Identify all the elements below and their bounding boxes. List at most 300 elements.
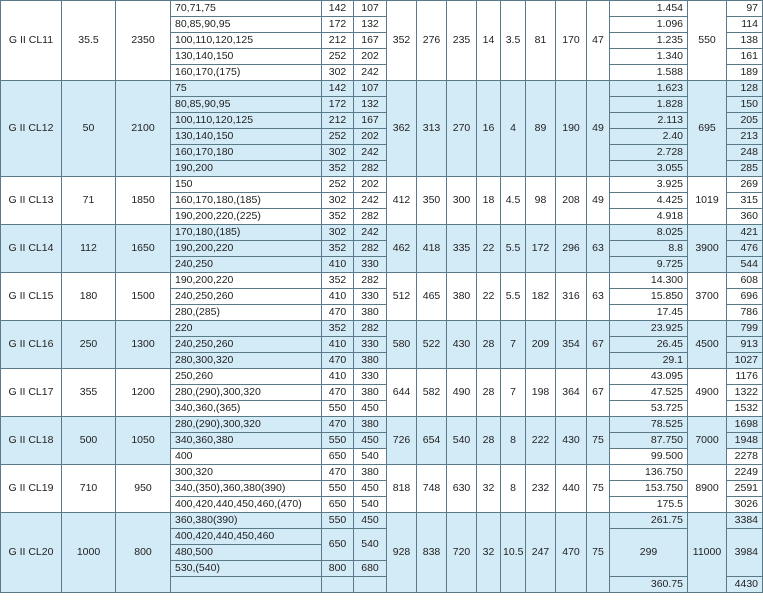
g-cell: 172 [526, 225, 556, 273]
l2-cell: 450 [354, 401, 387, 417]
d2-cell: 418 [417, 225, 447, 273]
bore-cell: 360,380(390) [171, 513, 322, 529]
d1-cell: 644 [387, 369, 417, 417]
inertia-cell: 2.113 [610, 113, 688, 129]
table-row [1, 273, 763, 289]
bore-cell: 70,71,75 [171, 1, 322, 17]
weight-cell: 248 [727, 145, 763, 161]
l2-cell: 242 [354, 65, 387, 81]
inertia-cell: 360.75 [610, 577, 688, 593]
m-cell: 550 [688, 1, 727, 81]
l2-cell: 107 [354, 81, 387, 97]
inertia-cell: 43.095 [610, 369, 688, 385]
inertia-cell: 2.40 [610, 129, 688, 145]
inertia-cell: 153.750 [610, 481, 688, 497]
l2-cell: 540 [354, 497, 387, 513]
l1-cell: 550 [322, 401, 354, 417]
weight-cell: 161 [727, 49, 763, 65]
d2-cell: 276 [417, 1, 447, 81]
d1-cell: 818 [387, 465, 417, 513]
bore-cell: 240,250,260 [171, 337, 322, 353]
l2-cell: 167 [354, 33, 387, 49]
k-cell: 49 [587, 177, 610, 225]
l1-cell: 172 [322, 17, 354, 33]
l1-cell: 410 [322, 369, 354, 385]
l1-cell: 252 [322, 129, 354, 145]
inertia-cell: 47.525 [610, 385, 688, 401]
weight-cell: 608 [727, 273, 763, 289]
l1-cell: 302 [322, 65, 354, 81]
e-cell: 18 [477, 177, 501, 225]
weight-cell: 799 [727, 321, 763, 337]
l2-cell: 380 [354, 305, 387, 321]
d1-cell: 928 [387, 513, 417, 593]
table-row [1, 225, 763, 241]
e-cell: 28 [477, 417, 501, 465]
d3-cell: 540 [447, 417, 477, 465]
g-cell: 81 [526, 1, 556, 81]
bore-cell: 130,140,150 [171, 49, 322, 65]
torque-cell: 112 [62, 225, 116, 273]
inertia-cell: 3.055 [610, 161, 688, 177]
group-cl12 [1, 81, 763, 177]
inertia-cell: 53.725 [610, 401, 688, 417]
bore-cell: 240,250 [171, 257, 322, 273]
d3-cell: 270 [447, 81, 477, 177]
k-cell: 75 [587, 417, 610, 465]
group-cl16 [1, 321, 763, 369]
d2-cell: 522 [417, 321, 447, 369]
k-cell: 67 [587, 369, 610, 417]
bore-cell: 75 [171, 81, 322, 97]
e-cell: 22 [477, 273, 501, 321]
l2-cell: 242 [354, 193, 387, 209]
k-cell: 63 [587, 273, 610, 321]
weight-cell: 205 [727, 113, 763, 129]
bore-cell: 530,(540) [171, 561, 322, 577]
d3-cell: 380 [447, 273, 477, 321]
d3-cell: 300 [447, 177, 477, 225]
inertia-cell: 99.500 [610, 449, 688, 465]
l1-cell: 650 [322, 449, 354, 465]
torque-cell: 35.5 [62, 1, 116, 81]
l2-cell: 380 [354, 353, 387, 369]
h-cell: 364 [556, 369, 587, 417]
speed-cell: 1050 [116, 417, 171, 465]
bore-cell: 80,85,90,95 [171, 17, 322, 33]
model-cell: G II CL18 [1, 417, 62, 465]
h-cell: 430 [556, 417, 587, 465]
inertia-cell: 29.1 [610, 353, 688, 369]
weight-cell: 213 [727, 129, 763, 145]
inertia-cell: 15.850 [610, 289, 688, 305]
h-cell: 440 [556, 465, 587, 513]
weight-cell: 360 [727, 209, 763, 225]
m-cell: 1019 [688, 177, 727, 225]
inertia-cell: 1.096 [610, 17, 688, 33]
d1-cell: 362 [387, 81, 417, 177]
l1-cell: 410 [322, 337, 354, 353]
g-cell: 182 [526, 273, 556, 321]
inertia-cell: 1.454 [610, 1, 688, 17]
inertia-cell: 261.75 [610, 513, 688, 529]
table-row [1, 177, 763, 193]
e-cell: 32 [477, 513, 501, 593]
l1-cell: 212 [322, 33, 354, 49]
model-cell: G II CL20 [1, 513, 62, 593]
speed-cell: 1650 [116, 225, 171, 273]
l2-cell: 330 [354, 337, 387, 353]
bore-cell: 160,170,(175) [171, 65, 322, 81]
weight-cell: 786 [727, 305, 763, 321]
d1-cell: 726 [387, 417, 417, 465]
table-row [1, 1, 763, 17]
f-cell: 5.5 [501, 273, 526, 321]
bore-cell: 160,170,180 [171, 145, 322, 161]
f-cell: 5.5 [501, 225, 526, 273]
l2-cell: 540 [354, 529, 387, 561]
bore-cell: 150 [171, 177, 322, 193]
l1-cell: 142 [322, 1, 354, 17]
bore-cell [171, 577, 322, 593]
l2-cell: 282 [354, 161, 387, 177]
speed-cell: 950 [116, 465, 171, 513]
bore-cell: 80,85,90,95 [171, 97, 322, 113]
weight-cell: 2249 [727, 465, 763, 481]
l1-cell: 302 [322, 145, 354, 161]
l2-cell [354, 577, 387, 593]
bore-cell: 220 [171, 321, 322, 337]
l1-cell: 410 [322, 257, 354, 273]
e-cell: 28 [477, 321, 501, 369]
d1-cell: 580 [387, 321, 417, 369]
f-cell: 3.5 [501, 1, 526, 81]
inertia-cell: 1.235 [610, 33, 688, 49]
weight-cell: 150 [727, 97, 763, 113]
bore-cell: 190,200,220,(225) [171, 209, 322, 225]
weight-cell: 4430 [727, 577, 763, 593]
l2-cell: 132 [354, 97, 387, 113]
l2-cell: 380 [354, 417, 387, 433]
d1-cell: 512 [387, 273, 417, 321]
weight-cell: 114 [727, 17, 763, 33]
weight-cell: 1322 [727, 385, 763, 401]
l2-cell: 330 [354, 289, 387, 305]
weight-cell: 476 [727, 241, 763, 257]
weight-cell: 1532 [727, 401, 763, 417]
table-row [1, 321, 763, 337]
d2-cell: 654 [417, 417, 447, 465]
weight-cell: 3026 [727, 497, 763, 513]
d2-cell: 838 [417, 513, 447, 593]
m-cell: 8900 [688, 465, 727, 513]
e-cell: 16 [477, 81, 501, 177]
bore-cell: 340,360,380 [171, 433, 322, 449]
h-cell: 316 [556, 273, 587, 321]
bore-cell: 190,200 [171, 161, 322, 177]
bore-cell: 340,360,(365) [171, 401, 322, 417]
l1-cell: 352 [322, 273, 354, 289]
table-row [1, 513, 763, 529]
l1-cell: 212 [322, 113, 354, 129]
inertia-cell: 1.588 [610, 65, 688, 81]
weight-cell: 269 [727, 177, 763, 193]
inertia-cell: 2.728 [610, 145, 688, 161]
k-cell: 67 [587, 321, 610, 369]
f-cell: 7 [501, 369, 526, 417]
d3-cell: 235 [447, 1, 477, 81]
k-cell: 47 [587, 1, 610, 81]
l2-cell: 680 [354, 561, 387, 577]
weight-cell: 3984 [727, 529, 763, 577]
e-cell: 22 [477, 225, 501, 273]
weight-cell: 1698 [727, 417, 763, 433]
l2-cell: 282 [354, 209, 387, 225]
weight-cell: 696 [727, 289, 763, 305]
inertia-cell: 136.750 [610, 465, 688, 481]
h-cell: 470 [556, 513, 587, 593]
weight-cell: 285 [727, 161, 763, 177]
weight-cell: 2591 [727, 481, 763, 497]
l1-cell: 550 [322, 481, 354, 497]
torque-cell: 500 [62, 417, 116, 465]
l2-cell: 242 [354, 225, 387, 241]
d3-cell: 630 [447, 465, 477, 513]
torque-cell: 355 [62, 369, 116, 417]
l1-cell: 352 [322, 209, 354, 225]
l2-cell: 282 [354, 241, 387, 257]
h-cell: 170 [556, 1, 587, 81]
model-cell: G II CL17 [1, 369, 62, 417]
weight-cell: 138 [727, 33, 763, 49]
d3-cell: 430 [447, 321, 477, 369]
l2-cell: 282 [354, 273, 387, 289]
l1-cell: 650 [322, 497, 354, 513]
l1-cell: 252 [322, 49, 354, 65]
l1-cell: 252 [322, 177, 354, 193]
l2-cell: 132 [354, 17, 387, 33]
l2-cell: 450 [354, 481, 387, 497]
d3-cell: 490 [447, 369, 477, 417]
bore-cell: 400 [171, 449, 322, 465]
inertia-cell: 14.300 [610, 273, 688, 289]
inertia-cell: 4.918 [610, 209, 688, 225]
inertia-cell: 8.8 [610, 241, 688, 257]
d1-cell: 352 [387, 1, 417, 81]
model-cell: G II CL16 [1, 321, 62, 369]
d3-cell: 335 [447, 225, 477, 273]
g-cell: 89 [526, 81, 556, 177]
torque-cell: 1000 [62, 513, 116, 593]
l1-cell: 172 [322, 97, 354, 113]
f-cell: 4.5 [501, 177, 526, 225]
group-cl18 [1, 417, 763, 465]
bore-cell: 280,(290),300,320 [171, 385, 322, 401]
inertia-cell: 9.725 [610, 257, 688, 273]
e-cell: 14 [477, 1, 501, 81]
bore-cell: 280,300,320 [171, 353, 322, 369]
d2-cell: 313 [417, 81, 447, 177]
inertia-cell: 1.340 [610, 49, 688, 65]
l2-cell: 330 [354, 369, 387, 385]
weight-cell: 315 [727, 193, 763, 209]
group-cl14 [1, 225, 763, 273]
h-cell: 190 [556, 81, 587, 177]
e-cell: 32 [477, 465, 501, 513]
inertia-cell: 26.45 [610, 337, 688, 353]
speed-cell: 1200 [116, 369, 171, 417]
bore-cell: 300,320 [171, 465, 322, 481]
weight-cell: 1948 [727, 433, 763, 449]
l2-cell: 202 [354, 49, 387, 65]
model-cell: G II CL14 [1, 225, 62, 273]
group-cl19 [1, 465, 763, 513]
inertia-cell: 1.623 [610, 81, 688, 97]
inertia-cell: 23.925 [610, 321, 688, 337]
k-cell: 63 [587, 225, 610, 273]
l1-cell: 142 [322, 81, 354, 97]
torque-cell: 250 [62, 321, 116, 369]
f-cell: 8 [501, 417, 526, 465]
g-cell: 232 [526, 465, 556, 513]
speed-cell: 800 [116, 513, 171, 593]
bore-cell: 400,420,440,450,460,(470) [171, 497, 322, 513]
d3-cell: 720 [447, 513, 477, 593]
bore-cell: 130,140,150 [171, 129, 322, 145]
inertia-cell: 3.925 [610, 177, 688, 193]
group-cl13 [1, 177, 763, 225]
m-cell: 7000 [688, 417, 727, 465]
torque-cell: 710 [62, 465, 116, 513]
g-cell: 209 [526, 321, 556, 369]
g-cell: 198 [526, 369, 556, 417]
weight-cell: 2278 [727, 449, 763, 465]
m-cell: 4500 [688, 321, 727, 369]
k-cell: 75 [587, 513, 610, 593]
weight-cell: 3384 [727, 513, 763, 529]
bore-cell: 170,180,(185) [171, 225, 322, 241]
m-cell: 11000 [688, 513, 727, 593]
l2-cell: 540 [354, 449, 387, 465]
l2-cell: 242 [354, 145, 387, 161]
weight-cell: 97 [727, 1, 763, 17]
l2-cell: 167 [354, 113, 387, 129]
l1-cell: 470 [322, 353, 354, 369]
weight-cell: 189 [727, 65, 763, 81]
speed-cell: 1500 [116, 273, 171, 321]
speed-cell: 1300 [116, 321, 171, 369]
l1-cell: 550 [322, 433, 354, 449]
inertia-cell: 78.525 [610, 417, 688, 433]
l1-cell: 800 [322, 561, 354, 577]
f-cell: 8 [501, 465, 526, 513]
torque-cell: 50 [62, 81, 116, 177]
speed-cell: 2350 [116, 1, 171, 81]
l2-cell: 107 [354, 1, 387, 17]
bore-cell: 190,200,220 [171, 273, 322, 289]
d2-cell: 465 [417, 273, 447, 321]
bore-cell: 160,170,180,(185) [171, 193, 322, 209]
weight-cell: 544 [727, 257, 763, 273]
speed-cell: 2100 [116, 81, 171, 177]
table-row [1, 81, 763, 97]
l1-cell: 550 [322, 513, 354, 529]
model-cell: G II CL19 [1, 465, 62, 513]
l1-cell: 470 [322, 385, 354, 401]
weight-cell: 1027 [727, 353, 763, 369]
model-cell: G II CL12 [1, 81, 62, 177]
model-cell: G II CL13 [1, 177, 62, 225]
group-cl20 [1, 513, 763, 593]
weight-cell: 913 [727, 337, 763, 353]
d2-cell: 582 [417, 369, 447, 417]
m-cell: 3900 [688, 225, 727, 273]
bore-cell: 100,110,120,125 [171, 113, 322, 129]
h-cell: 296 [556, 225, 587, 273]
d1-cell: 462 [387, 225, 417, 273]
bore-cell: 240,250,260 [171, 289, 322, 305]
torque-cell: 71 [62, 177, 116, 225]
l2-cell: 380 [354, 465, 387, 481]
inertia-cell: 8.025 [610, 225, 688, 241]
d1-cell: 412 [387, 177, 417, 225]
l2-cell: 202 [354, 129, 387, 145]
l2-cell: 450 [354, 513, 387, 529]
bore-cell: 100,110,120,125 [171, 33, 322, 49]
inertia-cell: 17.45 [610, 305, 688, 321]
bore-cell: 280,(290),300,320 [171, 417, 322, 433]
m-cell: 4900 [688, 369, 727, 417]
l1-cell: 470 [322, 305, 354, 321]
weight-cell: 1176 [727, 369, 763, 385]
l2-cell: 450 [354, 433, 387, 449]
group-cl17 [1, 369, 763, 417]
inertia-cell: 4.425 [610, 193, 688, 209]
weight-cell: 128 [727, 81, 763, 97]
bore-cell: 190,200,220 [171, 241, 322, 257]
f-cell: 4 [501, 81, 526, 177]
f-cell: 7 [501, 321, 526, 369]
bore-cell: 250,260 [171, 369, 322, 385]
table-row [1, 465, 763, 481]
d2-cell: 748 [417, 465, 447, 513]
speed-cell: 1850 [116, 177, 171, 225]
table-row [1, 369, 763, 385]
m-cell: 695 [688, 81, 727, 177]
g-cell: 247 [526, 513, 556, 593]
l1-cell: 302 [322, 225, 354, 241]
inertia-cell: 299 [610, 529, 688, 577]
k-cell: 49 [587, 81, 610, 177]
bore-cell: 480,500 [171, 545, 322, 561]
inertia-cell: 87.750 [610, 433, 688, 449]
l2-cell: 202 [354, 177, 387, 193]
g-cell: 222 [526, 417, 556, 465]
l1-cell: 352 [322, 321, 354, 337]
l1-cell [322, 577, 354, 593]
group-cl11 [1, 1, 763, 81]
g-cell: 98 [526, 177, 556, 225]
l1-cell: 352 [322, 161, 354, 177]
h-cell: 354 [556, 321, 587, 369]
m-cell: 3700 [688, 273, 727, 321]
model-cell: G II CL11 [1, 1, 62, 81]
l1-cell: 470 [322, 465, 354, 481]
weight-cell: 421 [727, 225, 763, 241]
bore-cell: 280,(285) [171, 305, 322, 321]
h-cell: 208 [556, 177, 587, 225]
bore-cell: 400,420,440,450,460 [171, 529, 322, 545]
